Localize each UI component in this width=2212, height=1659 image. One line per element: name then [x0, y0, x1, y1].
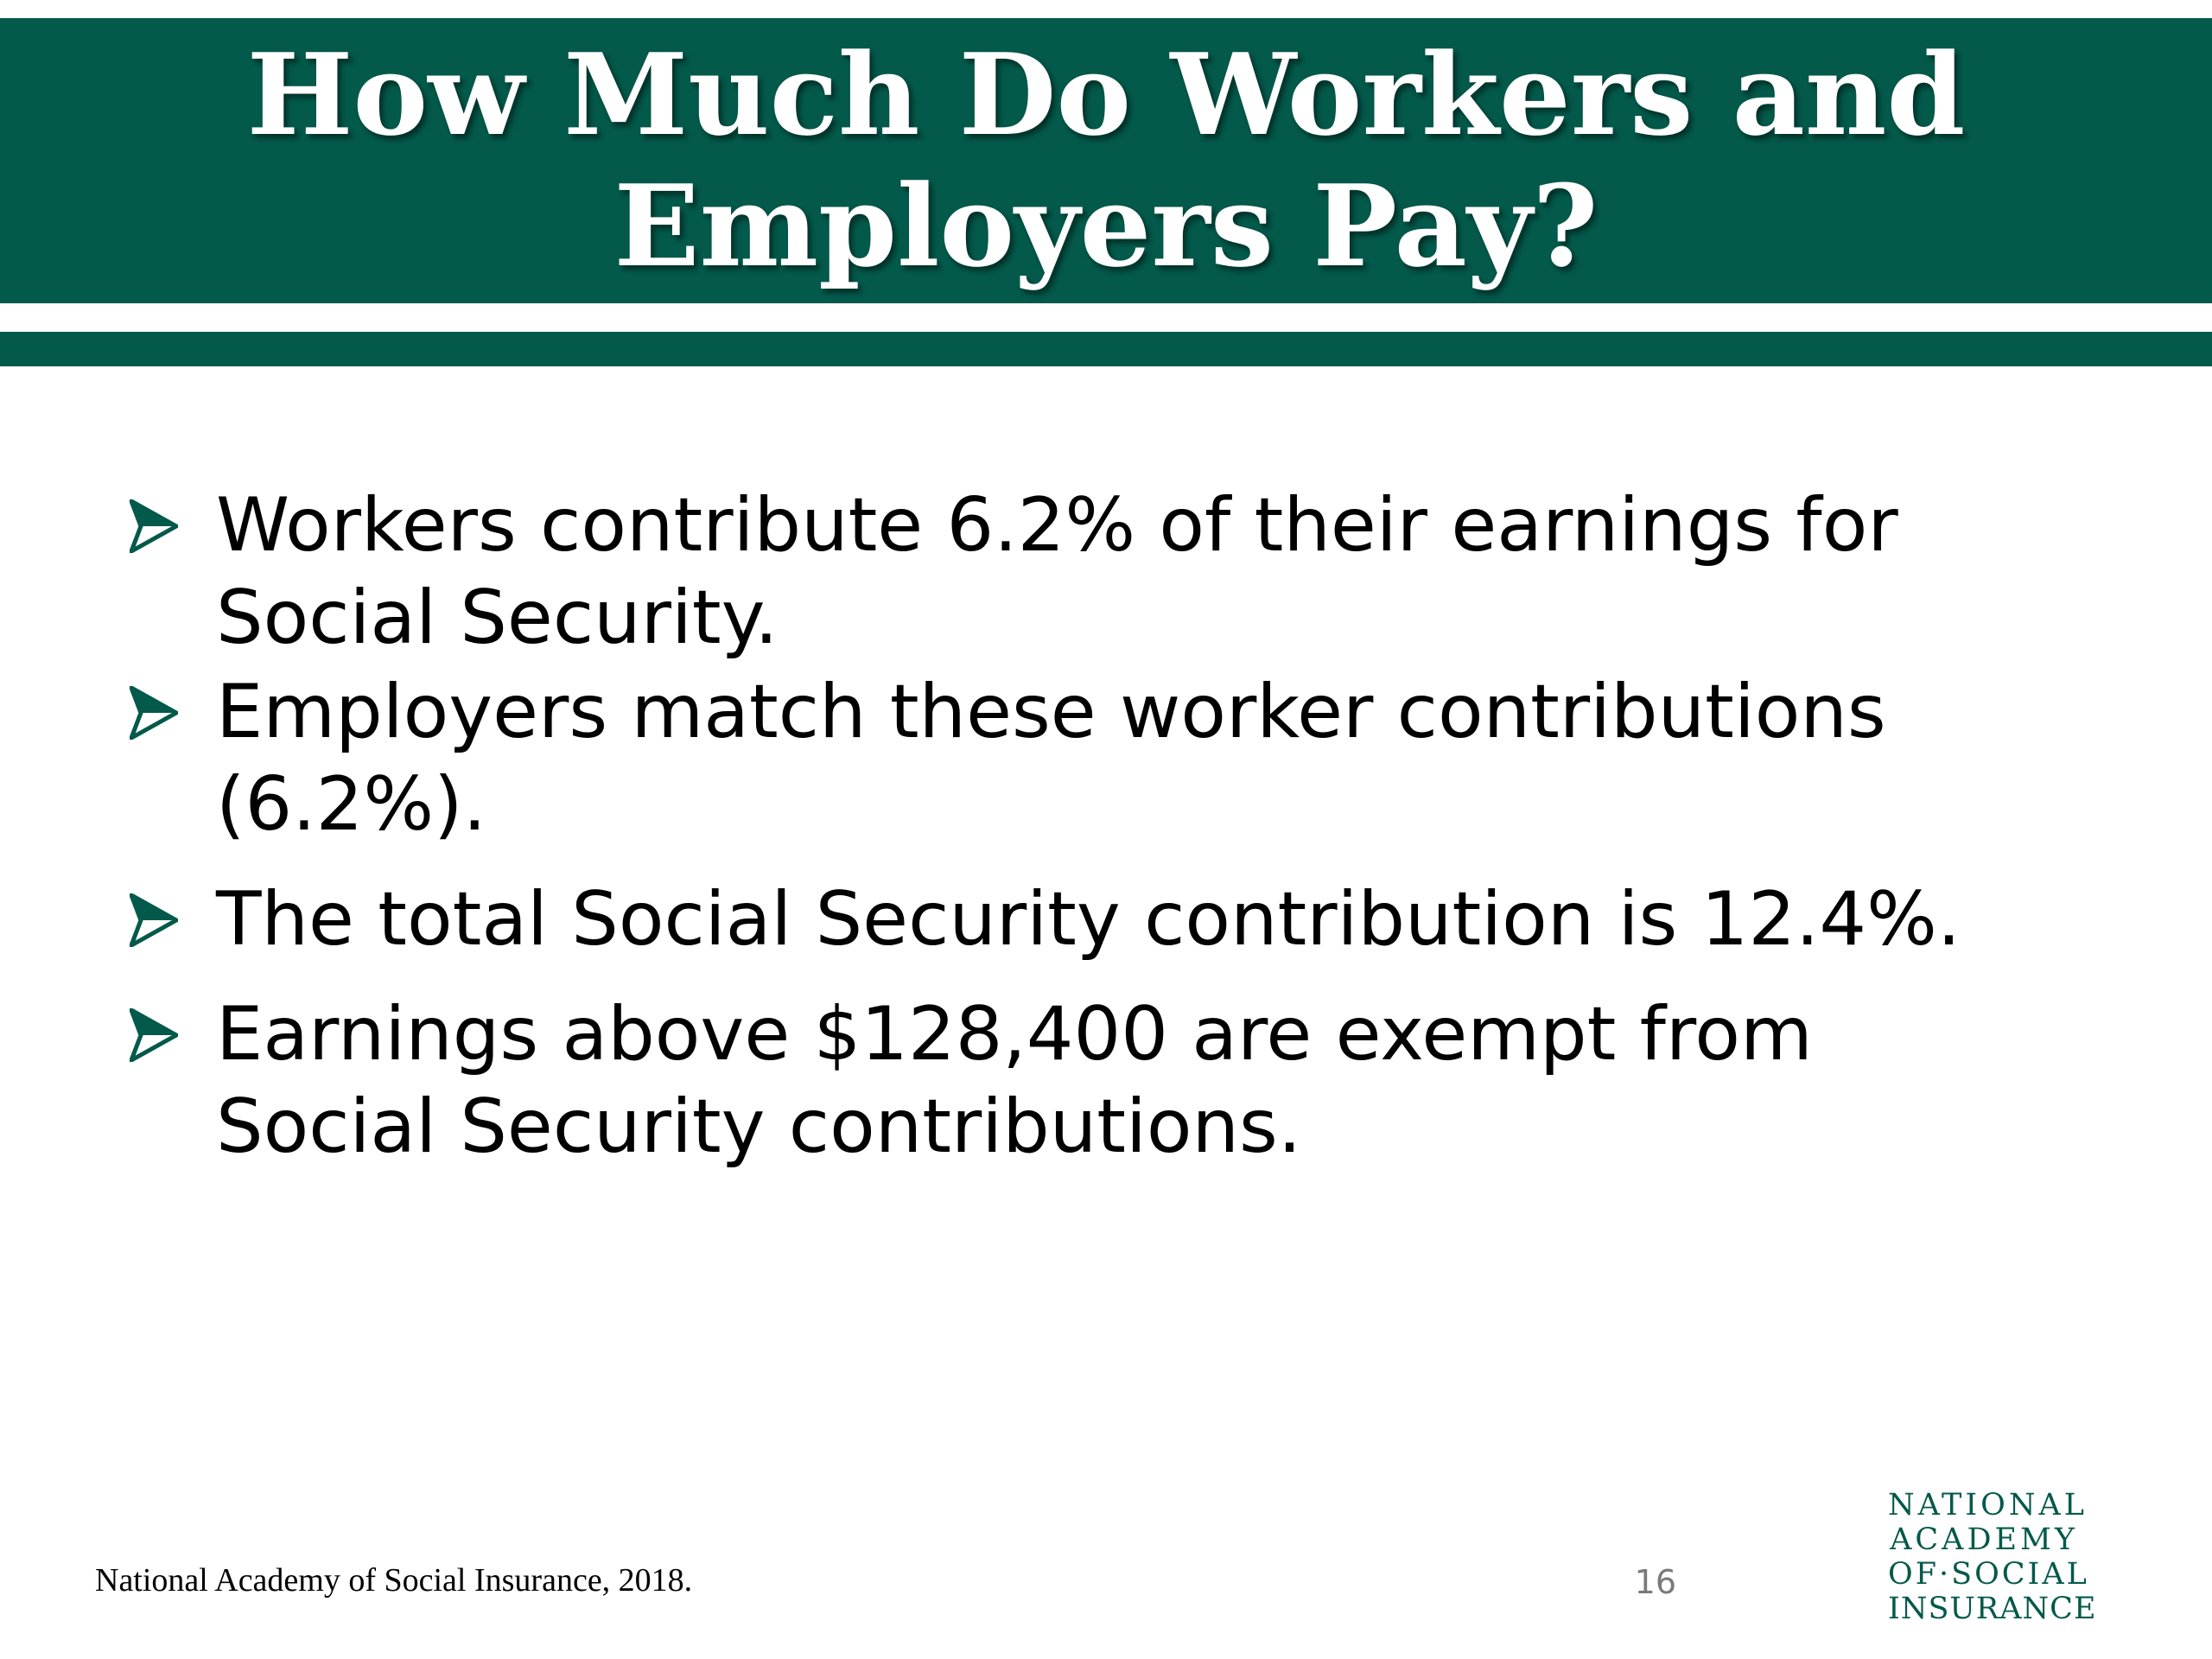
arrowhead-bullet-icon — [130, 874, 216, 966]
arrowhead-bullet-icon — [130, 988, 216, 1081]
logo-line-4: INSURANCE — [1888, 1592, 2097, 1626]
bullet-text: The total Social Security contribution is 12.4%. — [216, 876, 1961, 963]
title-band — [0, 18, 2212, 303]
slide-title — [156, 29, 2056, 292]
title-divider — [0, 332, 2212, 366]
bullet-item-employer-match — [130, 666, 1987, 851]
logo-line-1: NATIONAL — [1888, 1488, 2088, 1522]
bullet-text: Employers match these worker contributions (6.2%). — [216, 669, 1886, 848]
bullet-list — [130, 480, 1987, 1173]
arrowhead-bullet-icon — [130, 666, 216, 759]
slide-title-line-1: How Much Do Workers and — [246, 29, 1966, 161]
nasi-logo — [1888, 1488, 2097, 1626]
page-number: 16 — [1634, 1563, 1676, 1601]
arrowhead-bullet-icon — [130, 480, 216, 572]
bullet-item-worker-contribution — [130, 480, 1987, 664]
logo-line-3: OF·SOCIAL — [1888, 1557, 2089, 1592]
slide-title-line-2: Employers Pay? — [613, 160, 1599, 292]
logo-line-2: ACADEMY — [1890, 1522, 2078, 1557]
bullet-item-earnings-cap — [130, 988, 1987, 1173]
bullet-item-total-contribution — [130, 874, 1987, 966]
footer-source-note: National Academy of Social Insurance, 2018. — [95, 1562, 693, 1599]
bullet-text: Earnings above $128,400 are exempt from Social Security contributions. — [216, 991, 1813, 1170]
bullet-text: Workers contribute 6.2% of their earnings for Social Security. — [216, 482, 1898, 661]
